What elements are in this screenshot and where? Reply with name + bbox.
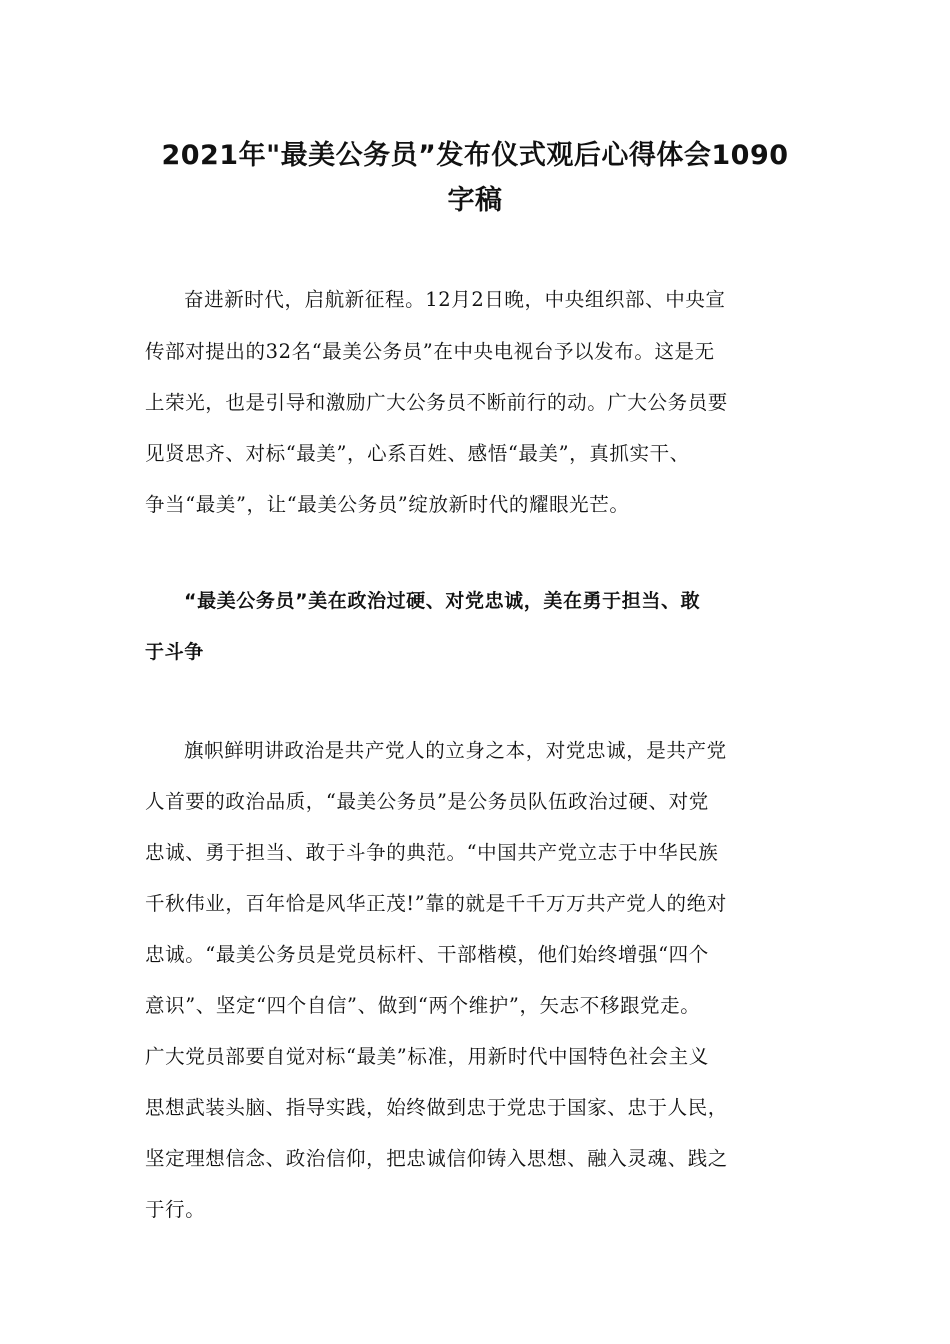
document-title: 2021年"最美公务员”发布仪式观后心得体会1090 — [161, 140, 789, 171]
paragraph-2-line: 忠诚、勇于担当、敢于斗争的典范。“中国共产党立志于中华民族 — [145, 841, 719, 864]
paragraph-1-line: 上荣光，也是引导和激励广大公务员不断前行的动。广大公务员要 — [145, 391, 728, 414]
paragraph-2-line: 旗帜鲜明讲政治是共产党人的立身之本，对党忠诚，是共产党 — [184, 739, 727, 762]
section-heading: 于斗争 — [145, 641, 204, 663]
section-heading: “最美公务员”美在政治过硬、对党忠诚，美在勇于担当、敢 — [184, 590, 701, 612]
document-title-continued: 字稿 — [447, 185, 503, 216]
paragraph-1-line: 奋进新时代，启航新征程。12月2日晚，中央组织部、中央宣 — [184, 288, 726, 311]
paragraph-2-line: 千秋伟业，百年恰是风华正茂!”靠的就是千千万万共产党人的绝对 — [145, 892, 727, 915]
paragraph-2-line: 坚定理想信念、政治信仰，把忠诚信仰铸入思想、融入灵魂、践之 — [145, 1147, 728, 1170]
paragraph-2-line: 意识”、坚定“四个自信”、做到“两个维护”，矢志不移跟党走。 — [145, 994, 701, 1017]
paragraph-2-line: 忠诚。“最美公务员是党员标杆、干部楷模，他们始终增强“四个 — [145, 943, 709, 966]
paragraph-2-line: 人首要的政治品质，“最美公务员”是公务员队伍政治过硬、对党 — [145, 790, 709, 813]
paragraph-1-line: 传部对提出的32名“最美公务员”在中央电视台予以发布。这是无 — [145, 340, 715, 363]
paragraph-2-line: 广大党员部要自觉对标“最美”标准，用新时代中国特色社会主义 — [145, 1045, 709, 1068]
paragraph-1-line: 见贤思齐、对标“最美”，心系百姓、感悟“最美”，真抓实干、 — [145, 442, 690, 465]
paragraph-2-line: 于行。 — [145, 1198, 206, 1221]
paragraph-1-line: 争当“最美”，让“最美公务员”绽放新时代的耀眼光芒。 — [145, 493, 630, 516]
paragraph-2-line: 思想武装头脑、指导实践，始终做到忠于党忠于国家、忠于人民， — [145, 1096, 728, 1119]
